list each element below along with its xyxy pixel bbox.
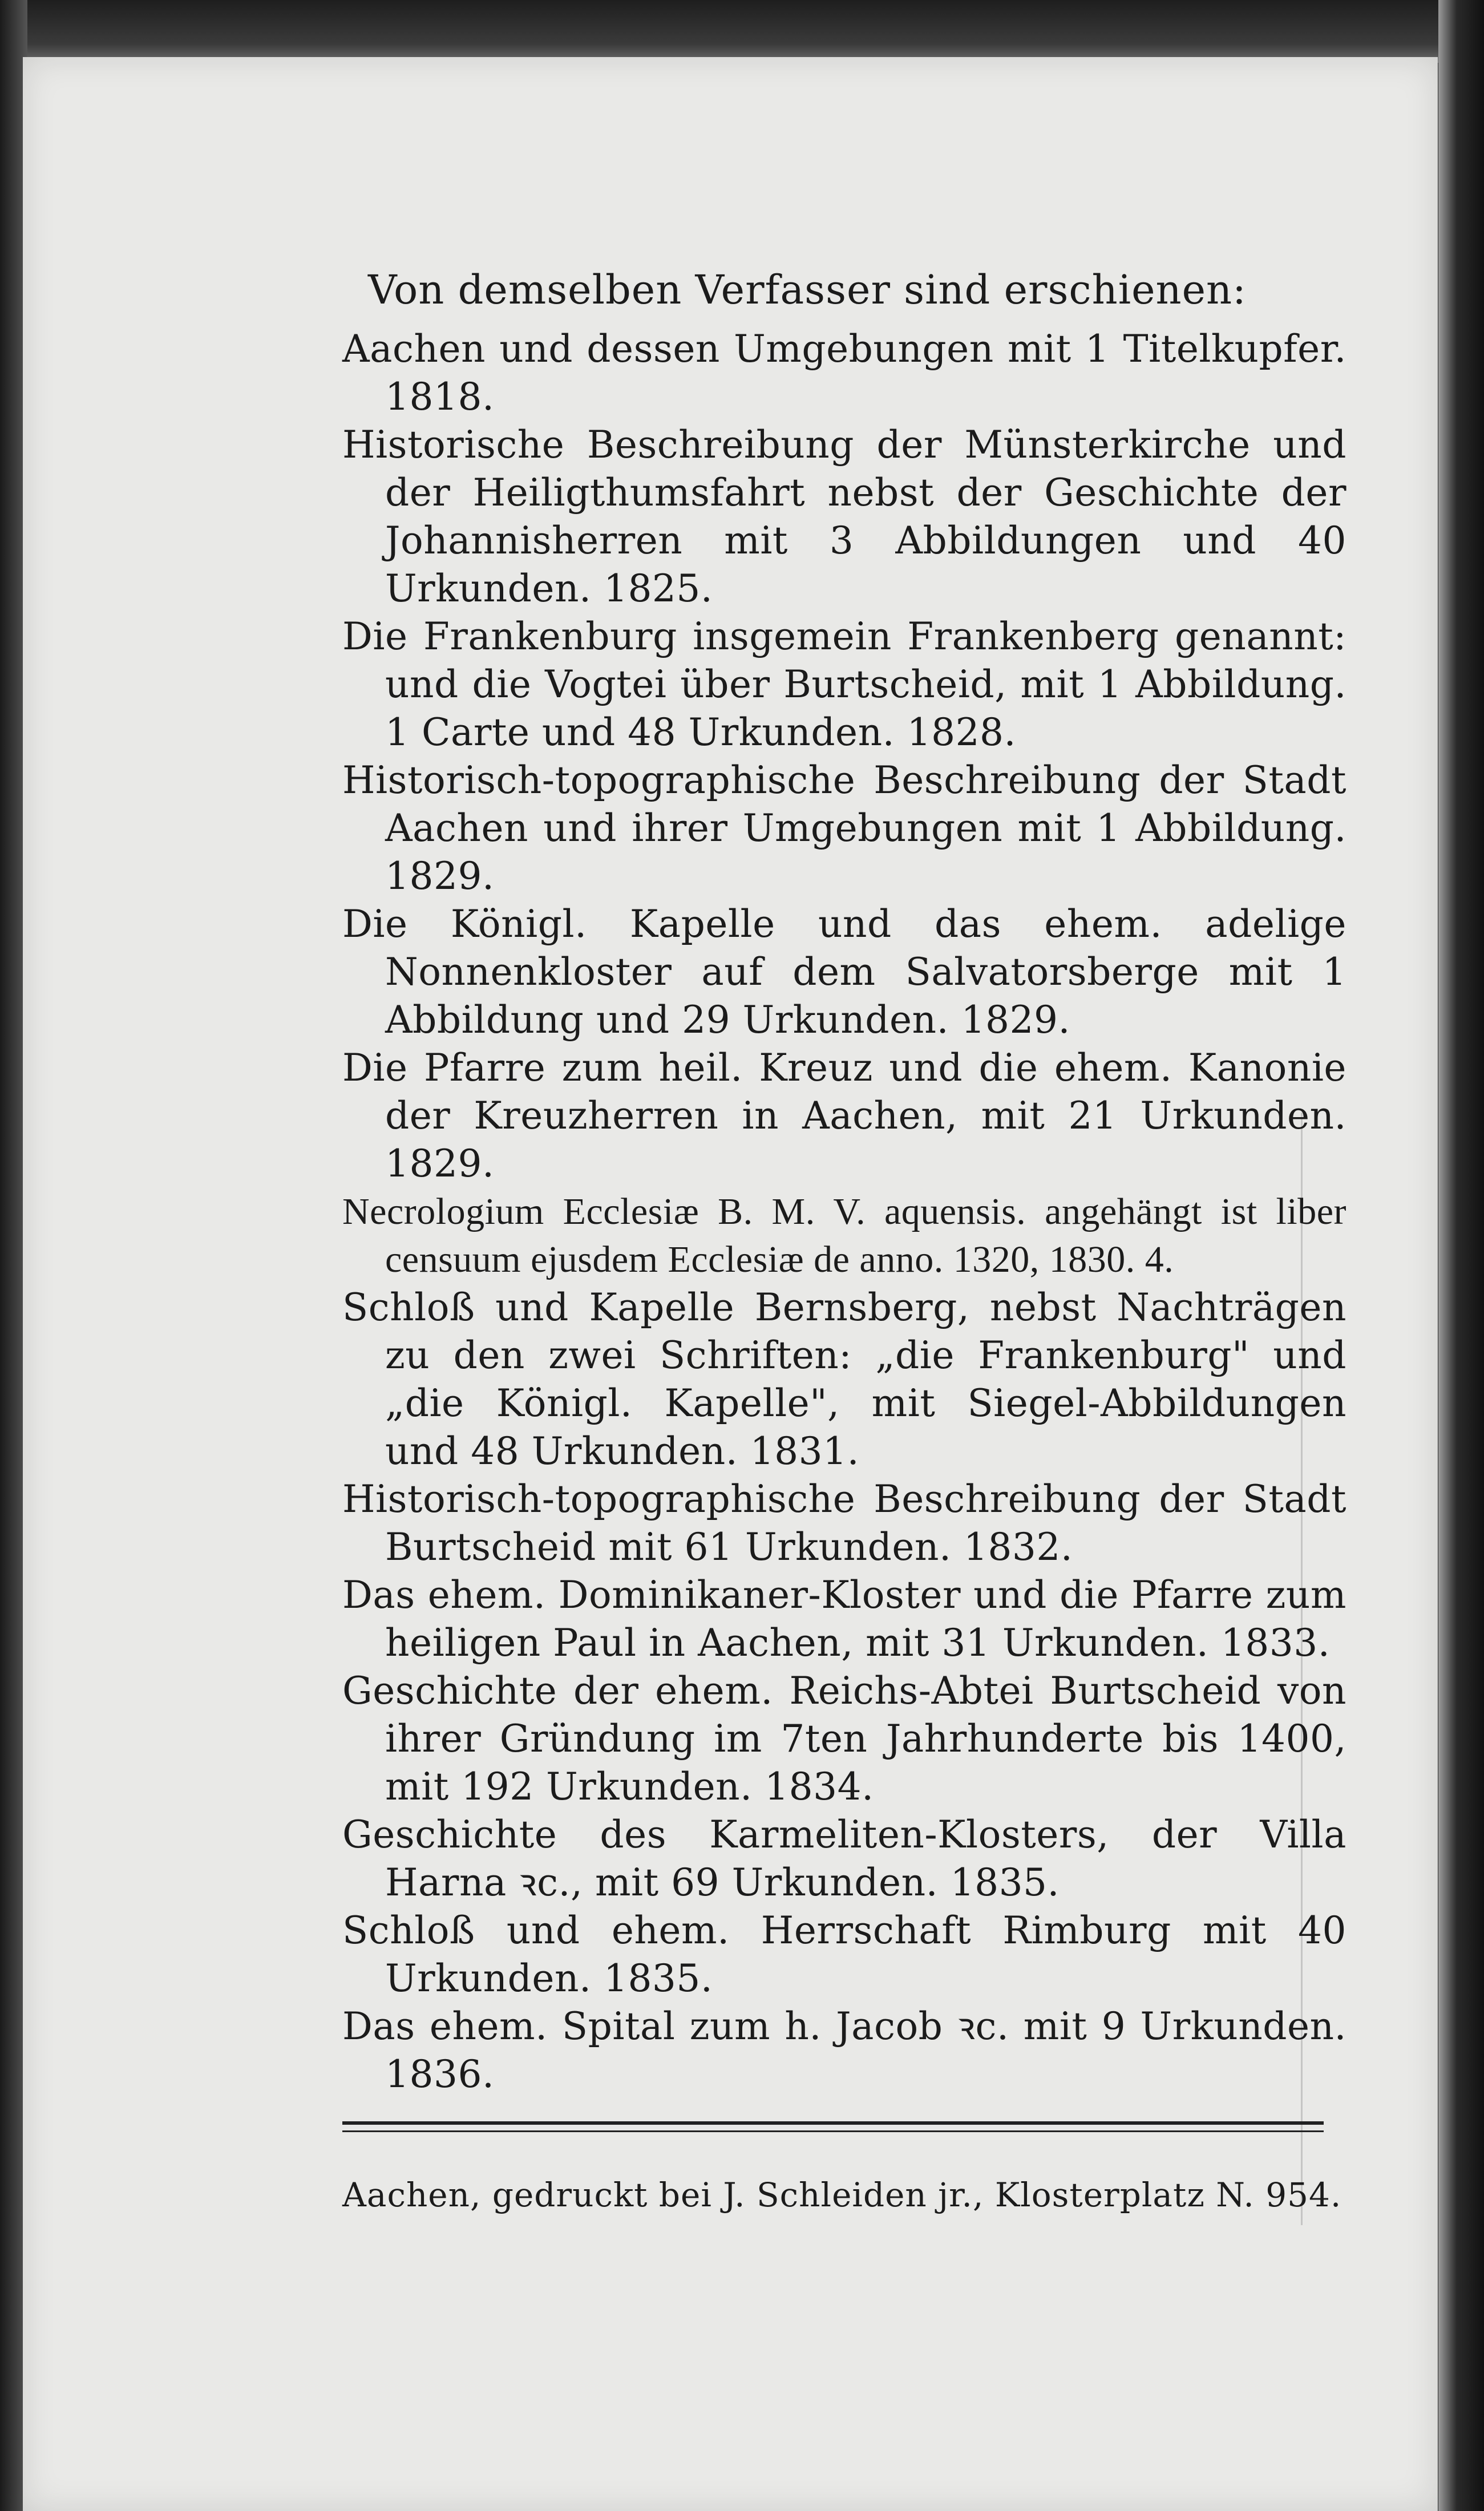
- bibliography-entry: Necrologium Ecclesiæ B. M. V. aquensis. angehängt ist liber censuum ejusdem Ecclesiæ de anno. 1320, 1830. 4.: [342, 1191, 1346, 1280]
- bibliography-entry: Geschichte der ehem. Reichs-Abtei Burtscheid von ihrer Gründung im 7ten Jahrhunderte bis 1400, mit 192 Urkunden. 1834.: [342, 1669, 1346, 1809]
- double-rule-divider: [342, 2121, 1324, 2132]
- bibliography-entry: Schloß und ehem. Herrschaft Rimburg mit 40 Urkunden. 1835.: [342, 1908, 1346, 2000]
- bibliography-entry: Das ehem. Spital zum h. Jacob ꝛc. mit 9 Urkunden. 1836.: [342, 2004, 1346, 2096]
- page-content: [342, 262, 1346, 2218]
- bibliography-entry: Die Königl. Kapelle und das ehem. adelige Nonnenkloster auf dem Salvatorsberge mit 1 Abbildung und 29 Urkunden. 1829.: [342, 902, 1346, 1042]
- bibliography-entry: Die Frankenburg insgemein Frankenberg genannt: und die Vogtei über Burtscheid, mit 1 Abbildung. 1 Carte und 48 Urkunden. 1828.: [342, 614, 1346, 754]
- bibliography-entry: Geschichte des Karmeliten-Klosters, der Villa Harna ꝛc., mit 69 Urkunden. 1835.: [342, 1813, 1346, 1905]
- bibliography-entry: Die Pfarre zum heil. Kreuz und die ehem. Kanonie der Kreuzherren in Aachen, mit 21 Urkunden. 1829.: [342, 1046, 1346, 1186]
- bibliography-entry: Historische Beschreibung der Münsterkirche und der Heiligthumsfahrt nebst der Geschichte der Johannisherren mit 3 Abbildungen und 40 Urkunden. 1825.: [342, 423, 1346, 610]
- bibliography-entry: Aachen und dessen Umgebungen mit 1 Titelkupfer. 1818.: [342, 327, 1346, 419]
- bibliography-entry: Das ehem. Dominikaner-Kloster und die Pfarre zum heiligen Paul in Aachen, mit 31 Urkunden. 1833.: [342, 1573, 1346, 1665]
- scan-top-edge: [0, 0, 1484, 63]
- printer-imprint: Aachen, gedruckt bei J. Schleiden jr., Klosterplatz N. 954.: [342, 2176, 1342, 2214]
- scan-right-edge: [1438, 0, 1484, 2511]
- bibliography-entry: Schloß und Kapelle Bernsberg, nebst Nachträgen zu den zwei Schriften: „die Frankenburg" und „die Königl. Kapelle", mit Siegel-Abbildungen und 48 Urkunden. 1831.: [342, 1285, 1346, 1473]
- bibliography-entry: Historisch-topographische Beschreibung der Stadt Burtscheid mit 61 Urkunden. 1832.: [342, 1477, 1346, 1569]
- bibliography-entry: Historisch-topographische Beschreibung der Stadt Aachen und ihrer Umgebungen mit 1 Abbildung. 1829.: [342, 758, 1346, 898]
- page-heading: Von demselben Verfasser sind erschienen:: [368, 266, 1247, 313]
